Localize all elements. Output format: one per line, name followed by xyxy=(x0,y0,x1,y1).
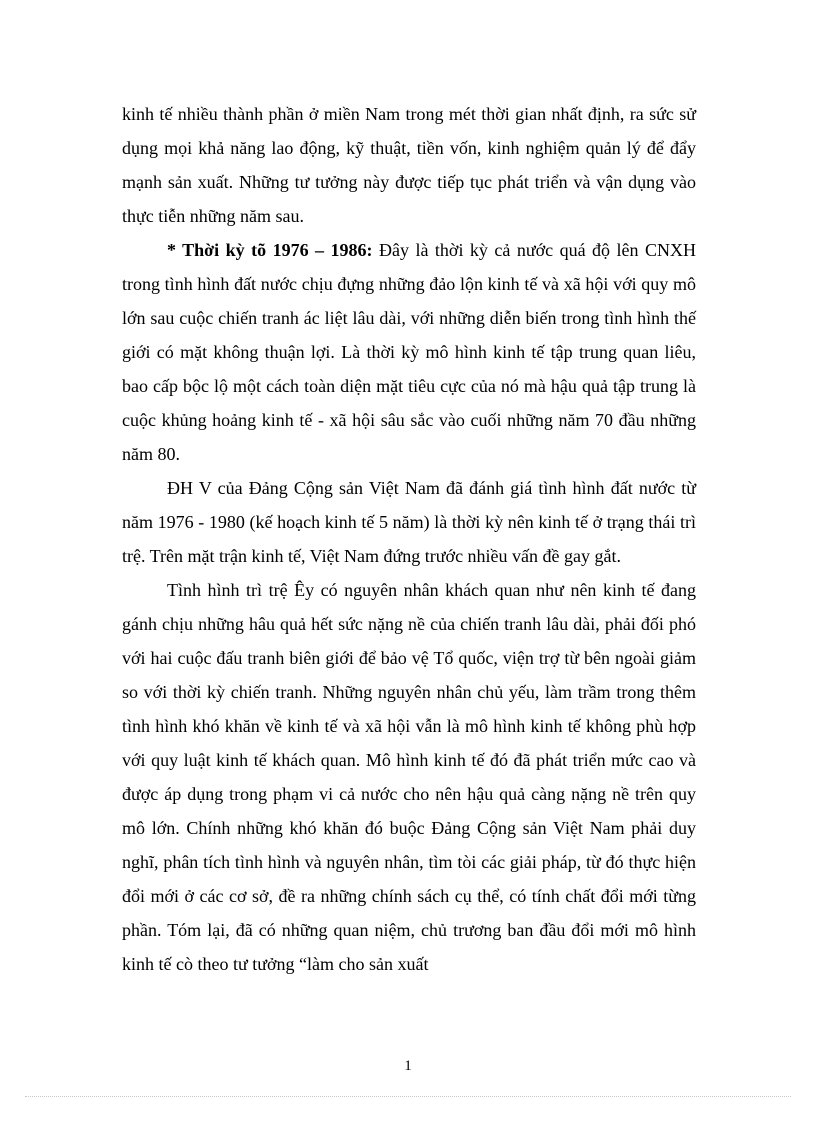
paragraph-4-text: Tình hình trì trệ Êy có nguyên nhân khách quan như nên kinh tế đang gánh chịu những hâu quả hết sức nặng nề của chiến tranh lâu dài, phải đối phó với hai cuộc đấu tranh biên giới để bảo vệ Tổ quốc, viện trợ từ bên ngoài giảm so với thời kỳ chiến tranh. Những nguyên nhân chủ yếu, làm trầm trong thêm tình hình khó khăn về kinh tế và xã hội vẫn là mô hình kinh tế không phù hợp với quy luật kinh tế khách quan. Mô hình kinh tế đó đã phát triển mức cao và được áp dụng trong phạm vi cả nước cho nên hậu quả càng nặng nề trên quy mô lớn. Chính những khó khăn đó buộc Đảng Cộng sản Việt Nam phải duy nghĩ, phân tích tình hình và nguyên nhân, tìm tòi các giải pháp, từ đó thực hiện đổi mới ở các cơ sở, đề ra những chính sách cụ thể, có tính chất đổi mới từng phần. Tóm lại, đã có những quan niệm, chủ trương ban đầu đổi mới mô hình kinh tế cò theo tư tưởng “làm cho sản xuất xyxy=(122,580,696,974)
paragraph-2 xyxy=(122,233,696,471)
paragraph-4 xyxy=(122,573,696,981)
paragraph-3-text: ĐH V của Đảng Cộng sản Việt Nam đã đánh giá tình hình đất nước từ năm 1976 - 1980 (kế hoạch kinh tế 5 năm) là thời kỳ nên kinh tế ở trạng thái trì trệ. Trên mặt trận kinh tế, Việt Nam đứng trước nhiều vấn đề gay gắt. xyxy=(122,478,696,566)
paragraph-1-text: kinh tế nhiều thành phần ở miền Nam trong mét thời gian nhất định, ra sức sử dụng mọi khả năng lao động, kỹ thuật, tiền vốn, kinh nghiệm quản lý để đẩy mạnh sản xuất. Những tư tưởng này được tiếp tục phát triển và vận dụng vào thực tiễn những năm sau. xyxy=(122,104,696,226)
paragraph-2-text: Đây là thời kỳ cả nước quá độ lên CNXH trong tình hình đất nước chịu đựng những đảo lộn kinh tế và xã hội với quy mô lớn sau cuộc chiến tranh ác liệt lâu dài, với những diễn biến trong tình hình thế giới có mặt không thuận lợi. Là thời kỳ mô hình kinh tế tập trung quan liêu, bao cấp bộc lộ một cách toàn diện mặt tiêu cực của nó mà hậu quả tập trung là cuộc khủng hoảng kinh tế - xã hội sâu sắc vào cuối những năm 70 đầu những năm 80. xyxy=(122,240,696,464)
paragraph-3 xyxy=(122,471,696,573)
document-body xyxy=(122,97,696,981)
page-bottom-border xyxy=(25,1096,791,1097)
paragraph-1 xyxy=(122,97,696,233)
page-number: 1 xyxy=(404,1058,412,1074)
period-heading: * Thời kỳ tõ 1976 – 1986: xyxy=(167,240,373,260)
